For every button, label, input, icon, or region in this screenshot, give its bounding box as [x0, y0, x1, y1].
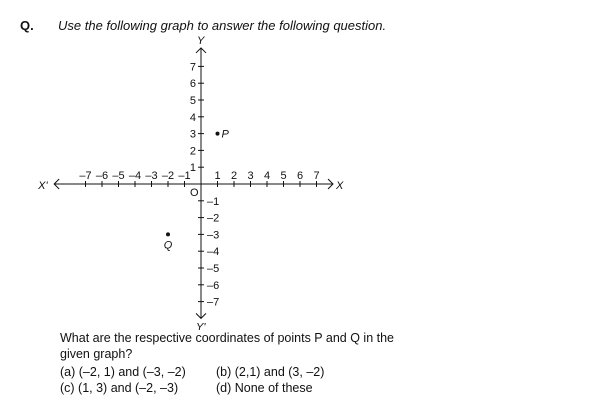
- x-tick-label: –2: [161, 170, 175, 182]
- y-tick-label: 6: [189, 78, 196, 91]
- x-tick-label: –1: [178, 170, 191, 182]
- y-tick-label: –4: [207, 246, 220, 259]
- y-tick-label: –3: [207, 229, 220, 242]
- y-tick-label: –2: [207, 212, 220, 225]
- x-tick-label: 5: [280, 170, 287, 182]
- y-tick-label: 7: [189, 61, 196, 74]
- y-tick-label: –5: [207, 263, 220, 275]
- option-a[interactable]: (a) (–2, 1) and (–3, –2): [60, 365, 186, 379]
- x-tick-label: 7: [313, 170, 320, 182]
- x-tick-label: –5: [112, 170, 125, 182]
- y-tick-label: –6: [207, 279, 220, 292]
- origin-label: O: [190, 187, 199, 199]
- x-tick-label: 3: [247, 170, 254, 182]
- point-p: [216, 132, 220, 136]
- x-axis-label: X: [336, 180, 344, 192]
- question-text: What are the respective coordinates of points P and Q in the given graph?: [60, 331, 394, 361]
- x-tick-label: –6: [95, 170, 109, 182]
- option-d[interactable]: (d) None of these: [216, 381, 313, 395]
- x-axis-negative-label: X': [38, 180, 48, 192]
- x-tick-label: –4: [128, 170, 142, 182]
- question-label: Q.: [20, 18, 34, 33]
- point-p-label: P: [221, 128, 229, 141]
- option-b[interactable]: (b) (2,1) and (3, –2): [216, 365, 325, 379]
- y-tick-label: –7: [207, 296, 220, 309]
- y-tick-label: 5: [189, 95, 196, 107]
- x-tick-label: 1: [214, 170, 221, 182]
- point-q: [166, 232, 170, 236]
- x-tick-label: 6: [296, 170, 304, 182]
- y-axis-negative-label: Y': [196, 321, 206, 330]
- x-tick-label: –7: [79, 170, 92, 182]
- x-tick-label: 4: [263, 170, 271, 182]
- question-intro: Use the following graph to answer the following question.: [58, 18, 387, 33]
- y-tick-label: 3: [189, 128, 196, 141]
- point-q-label: Q: [163, 239, 173, 252]
- option-c[interactable]: (c) (1, 3) and (–2, –3): [60, 381, 179, 395]
- y-tick-label: 1: [189, 162, 196, 175]
- y-axis-label: Y: [197, 34, 205, 47]
- y-tick-label: –1: [207, 195, 220, 208]
- x-tick-label: –3: [145, 170, 158, 182]
- y-tick-label: 2: [189, 145, 196, 158]
- x-tick-label: 2: [230, 170, 238, 182]
- y-tick-label: 4: [189, 111, 196, 124]
